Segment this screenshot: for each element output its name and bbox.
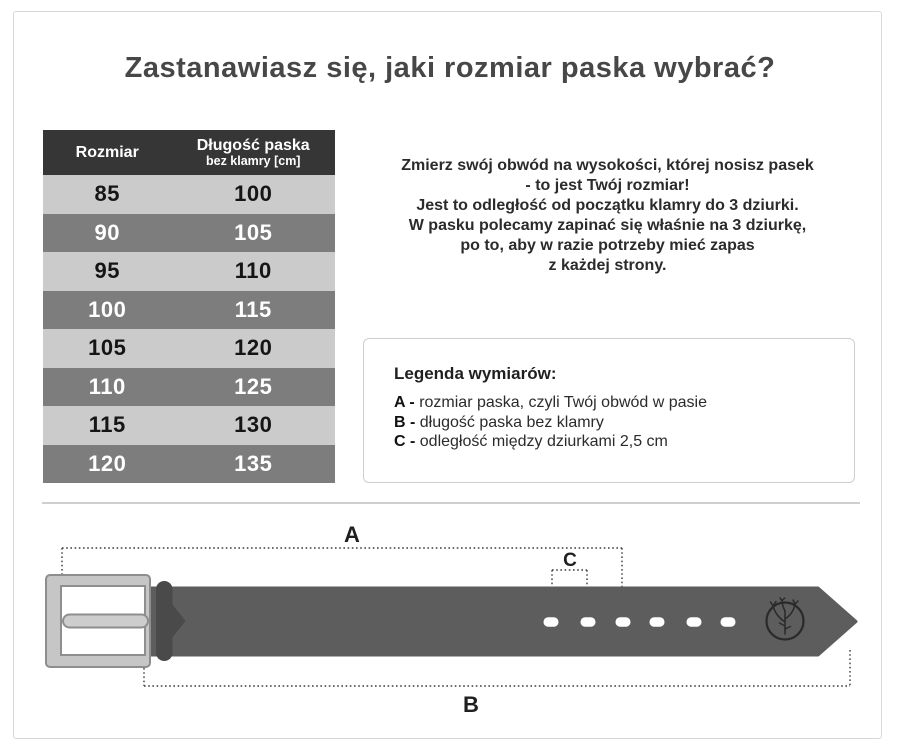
table-row — [43, 329, 335, 368]
table-row — [43, 252, 335, 291]
page-title: Zastanawiasz się, jaki rozmiar paska wybrać? — [124, 52, 776, 84]
table-row — [43, 406, 335, 445]
cell-length: 125 — [234, 373, 273, 399]
table-header-length-line1: Długość paska — [196, 136, 310, 154]
legend-item-text: odległość między dziurkami 2,5 cm — [419, 433, 668, 450]
table-row — [43, 175, 335, 214]
legend-title: Legenda wymiarów: — [394, 364, 557, 383]
table-header-row — [43, 130, 335, 175]
legend-item-key: A - — [394, 394, 420, 411]
cell-length: 130 — [234, 412, 273, 438]
instruction-line: z każdej strony. — [548, 257, 667, 274]
table-row — [43, 291, 335, 330]
cell-length: 115 — [234, 296, 272, 322]
table-row — [43, 445, 335, 484]
cell-length: 120 — [234, 335, 273, 361]
belt-hole — [581, 617, 596, 627]
cell-size: 110 — [88, 373, 126, 399]
instruction-line: W pasku polecamy zapinać się właśnie na 3 dziurkę, — [408, 217, 807, 234]
dimension-a-label: A — [344, 522, 360, 547]
cell-length: 135 — [234, 450, 273, 476]
cell-size: 115 — [88, 412, 126, 438]
belt-diagram — [0, 510, 900, 753]
cell-size: 120 — [88, 450, 127, 476]
table-row — [43, 214, 335, 253]
table-header-length-line2: bez klamry [cm] — [205, 154, 301, 169]
buckle-prong — [63, 615, 148, 628]
instruction-line: po to, aby w razie potrzeby mieć zapas — [460, 237, 755, 254]
dimension-c-label: C — [563, 550, 577, 571]
belt-hole — [721, 617, 736, 627]
belt-hole — [650, 617, 665, 627]
legend-item-key: B - — [394, 413, 420, 431]
cell-size: 85 — [94, 181, 120, 207]
belt-hole — [544, 617, 559, 627]
legend-item — [394, 432, 844, 452]
legend-box — [363, 338, 855, 483]
cell-length: 100 — [234, 181, 273, 207]
size-table — [43, 130, 335, 483]
table-header-length — [171, 137, 335, 169]
legend-item — [394, 393, 844, 413]
section-divider — [42, 502, 860, 504]
belt-hole — [616, 617, 631, 627]
legend-item-text: długość paska bez klamry — [419, 413, 604, 431]
belt-buckle — [46, 575, 150, 667]
belt-hole — [687, 617, 702, 627]
cell-size: 95 — [94, 258, 120, 284]
dimension-b-label: B — [463, 692, 479, 717]
legend-item — [394, 413, 844, 433]
table-row — [43, 368, 335, 407]
instruction-line: Zmierz swój obwód na wysokości, której nosisz pasek — [401, 157, 814, 174]
measuring-instructions — [355, 156, 860, 276]
belt-strap — [148, 588, 856, 655]
legend-item-key: C - — [394, 433, 420, 450]
cell-length: 110 — [234, 258, 272, 284]
instruction-line: Jest to odległość od początku klamry do 3 dziurki. — [416, 197, 799, 214]
belt-loop — [156, 581, 173, 661]
cell-size: 90 — [94, 219, 120, 245]
cell-length: 105 — [234, 219, 273, 245]
table-header-size: Rozmiar — [75, 143, 139, 161]
legend-item-text: rozmiar paska, czyli Twój obwód w pasie — [419, 394, 708, 411]
cell-size: 105 — [88, 335, 127, 361]
instruction-line: - to jest Twój rozmiar! — [525, 177, 690, 194]
cell-size: 100 — [88, 296, 127, 322]
